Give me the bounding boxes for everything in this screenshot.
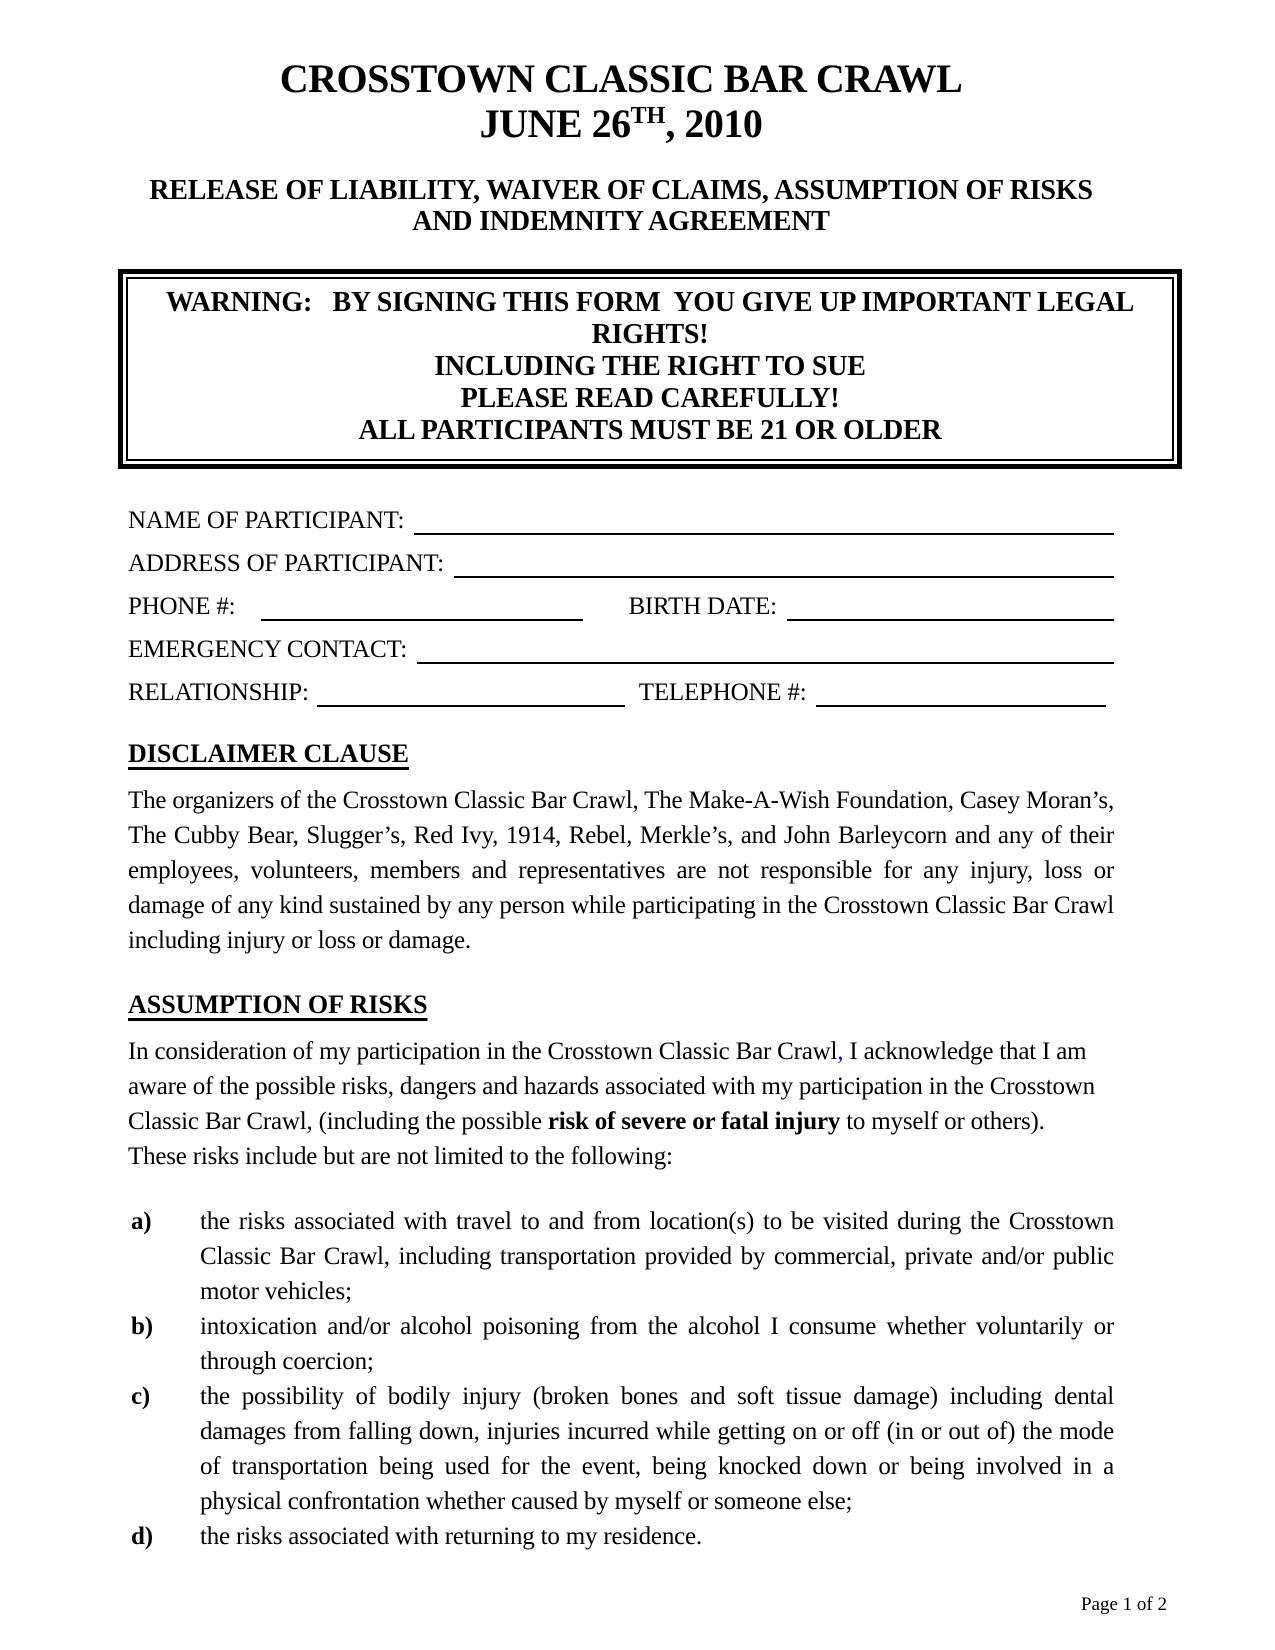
assumption-of-risks-heading: ASSUMPTION OF RISKS <box>128 990 428 1019</box>
risk-item-b-text: intoxication and/or alcohol poisoning from the alcohol I consume whether voluntarily or through coercion; <box>200 1313 1114 1375</box>
risk-item-a-label: a) <box>131 1208 152 1235</box>
title-line1: CROSSTOWN CLASSIC BAR CRAWL <box>279 56 963 101</box>
name-field-label: NAME OF PARTICIPANT: <box>128 507 405 534</box>
title-date-suffix: , 2010 <box>665 101 763 146</box>
risk-item-a <box>128 1204 1114 1309</box>
field-row-emergency <box>128 634 1114 664</box>
title-date-prefix: JUNE 26 <box>479 101 631 146</box>
name-blank-line <box>414 507 1114 535</box>
risk-item-d-label: d) <box>131 1523 153 1550</box>
subtitle-line2: AND INDEMNITY AGREEMENT <box>412 206 830 237</box>
blue-comma: , <box>837 1038 844 1065</box>
field-row-phone-birthdate <box>128 591 1114 621</box>
document-content <box>128 0 1135 1554</box>
field-row-relationship-telephone <box>128 677 1114 707</box>
assumption-intro-after: to myself or others). These risks include but are not limited to the following: <box>128 1108 1057 1170</box>
warning-box <box>118 269 1182 469</box>
risk-item-c <box>128 1379 1114 1519</box>
birth-date-field-label: BIRTH DATE: <box>628 593 777 620</box>
relationship-blank-line <box>317 679 625 707</box>
telephone-blank-line <box>816 679 1106 707</box>
phone-field-label: PHONE #: <box>128 593 236 620</box>
risk-item-b-label: b) <box>131 1313 153 1340</box>
page-number: Page 1 of 2 <box>1080 1594 1167 1615</box>
warning-line-1: WARNING: BY SIGNING THIS FORM YOU GIVE UP IMPORTANT LEGAL <box>165 287 1135 318</box>
field-row-name <box>128 505 1114 535</box>
relationship-field-label: RELATIONSHIP: <box>128 679 309 706</box>
field-row-address <box>128 548 1114 578</box>
warning-line-2: RIGHTS! <box>591 319 709 350</box>
risk-item-a-text: the risks associated with travel to and from location(s) to be visited during the Crosstown Classic Bar Crawl, including transportation provided by commercial, private and/or public motor vehicles; <box>200 1208 1114 1305</box>
warning-line-3: INCLUDING THE RIGHT TO SUE <box>434 351 866 382</box>
phone-blank-line <box>261 593 583 621</box>
warning-line-5: ALL PARTICIPANTS MUST BE 21 OR OLDER <box>358 415 942 446</box>
title-line2 <box>480 101 763 146</box>
document-subtitle <box>128 175 1114 237</box>
assumption-intro <box>128 1034 1114 1174</box>
title-date-superscript: TH <box>630 103 666 129</box>
emergency-contact-field-label: EMERGENCY CONTACT: <box>128 636 408 663</box>
risk-item-d-text: the risks associated with returning to my residence. <box>200 1523 702 1550</box>
emergency-contact-blank-line <box>417 636 1114 664</box>
warning-box-inner <box>126 277 1174 461</box>
telephone-field-label: TELEPHONE #: <box>638 679 807 706</box>
address-field-label: ADDRESS OF PARTICIPANT: <box>128 550 444 577</box>
risk-item-d <box>128 1519 1114 1554</box>
assumption-intro-middle: I acknowledge that I am aware of the possible risks, dangers and hazards associated with my participation in the Crosstown Classic Bar Crawl, (including the possible <box>128 1038 1102 1135</box>
disclaimer-clause-heading: DISCLAIMER CLAUSE <box>128 739 409 768</box>
participant-form <box>128 505 1114 707</box>
address-blank-line <box>454 550 1114 578</box>
page-title <box>128 56 1114 153</box>
birth-date-blank-line <box>787 593 1114 621</box>
disclaimer-clause-body: The organizers of the Crosstown Classic Bar Crawl, The Make-A-Wish Foundation, Casey Moran’s, The Cubby Bear, Slugger’s, Red Ivy, 1914, Rebel, Merkle’s, and John Barleycorn and any of their employees, volunteers, members and representatives are not responsible for any injury, loss or damage of any kind sustained by any person while participating in the Crosstown Classic Bar Crawl including injury or loss or damage. <box>128 787 1114 954</box>
warning-line-4: PLEASE READ CAREFULLY! <box>460 383 840 414</box>
risk-item-c-label: c) <box>131 1383 151 1410</box>
risk-item-b <box>128 1309 1114 1379</box>
assumption-intro-before-comma: In consideration of my participation in the Crosstown Classic Bar Crawl <box>128 1038 838 1065</box>
assumption-bold-phrase: risk of severe or fatal injury <box>547 1108 841 1135</box>
risk-list <box>128 1204 1114 1554</box>
subtitle-line1: RELEASE OF LIABILITY, WAIVER OF CLAIMS, ASSUMPTION OF RISKS <box>149 175 1093 206</box>
risk-item-c-text: the possibility of bodily injury (broken bones and soft tissue damage) including dental damages from falling down, injuries incurred while getting on or off (in or out of) the mode of transportation being used for the event, being knocked down or being involved in a physical confrontation whether caused by myself or someone else; <box>200 1383 1114 1515</box>
